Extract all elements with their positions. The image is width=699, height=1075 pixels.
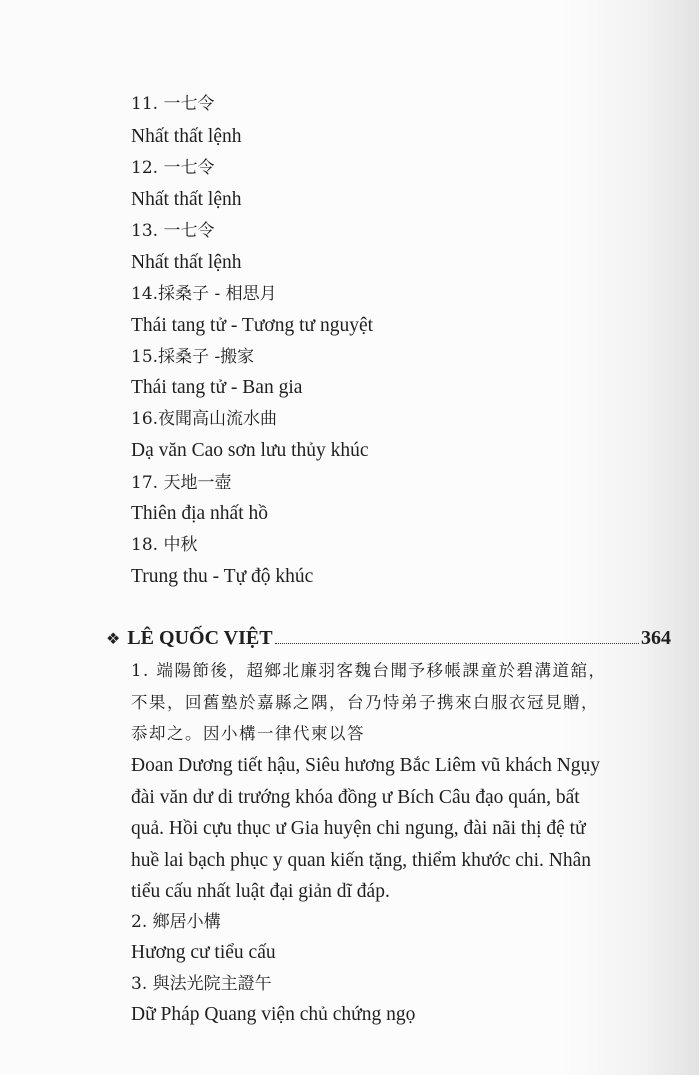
diamond-bullet-icon: ❖	[106, 631, 121, 648]
section-item-3-han: 3. 與法光院主證午	[131, 974, 272, 994]
item-18-han-title: 18. 中秋	[131, 535, 198, 555]
item-11-viet-title: Nhất thất lệnh	[131, 126, 242, 147]
item-15-han-title: 15.採桑子 -搬家	[131, 347, 255, 367]
item-12-han-title: 12. 一七令	[131, 158, 215, 178]
toc-section-heading[interactable]	[106, 625, 671, 653]
item-17-viet-title: Thiên địa nhất hồ	[131, 503, 269, 524]
item-12-viet-title: Nhất thất lệnh	[131, 189, 242, 210]
viet-line: Đoan Dương tiết hậu, Siêu hương Bắc Liêm vũ khách Ngụy	[131, 755, 601, 776]
han-line: 1. 端陽節後，超鄉北廉羽客魏台聞予移帳課童於碧溝道舘，	[131, 661, 607, 680]
viet-line: quả. Hồi cựu thục ư Gia huyện chi ngung, đài nãi thị đệ tử	[131, 818, 586, 839]
section-item-1-viet	[131, 750, 671, 908]
item-15-viet-title: Thái tang tử - Ban gia	[131, 377, 303, 398]
item-18-viet-title: Trung thu - Tự độ khúc	[131, 566, 314, 587]
author-name: LÊ QUỐC VIỆT	[127, 627, 273, 649]
item-16-han-title: 16.夜聞高山流水曲	[131, 409, 278, 429]
section-item-2-han: 2. 鄉居小構	[131, 912, 221, 932]
viet-line: đài văn dư di trướng khóa đồng ư Bích Câu đạo quán, bất	[131, 786, 580, 808]
section-item-1-han	[131, 655, 671, 750]
viet-line: tiểu cấu nhất luật đại giản dĩ đáp.	[131, 881, 390, 902]
dotted-leader	[275, 642, 639, 644]
item-13-han-title: 13. 一七令	[131, 221, 215, 241]
item-13-viet-title: Nhất thất lệnh	[131, 252, 242, 273]
item-14-han-title: 14.採桑子 - 相思月	[131, 284, 277, 304]
item-17-han-title: 17. 天地一壺	[131, 473, 232, 493]
han-line: 忝却之。因小構一律代柬以答	[131, 724, 365, 743]
viet-line: huề lai bạch phục y quan kiến tặng, thiểm khước chi. Nhân	[131, 849, 592, 871]
item-11-han-title: 11. 一七令	[131, 94, 215, 114]
section-item-2-viet: Hương cư tiểu cấu	[131, 942, 276, 963]
item-14-viet-title: Thái tang tử - Tương tư nguyệt	[131, 315, 374, 336]
section-item-3-viet: Dữ Pháp Quang viện chủ chứng ngọ	[131, 1004, 416, 1025]
han-line: 不果，回舊塾於嘉縣之隅，台乃恃弟子携來白服衣冠見贈，	[131, 692, 599, 712]
page-number: 364	[641, 627, 671, 649]
item-16-viet-title: Dạ văn Cao sơn lưu thủy khúc	[131, 440, 369, 461]
